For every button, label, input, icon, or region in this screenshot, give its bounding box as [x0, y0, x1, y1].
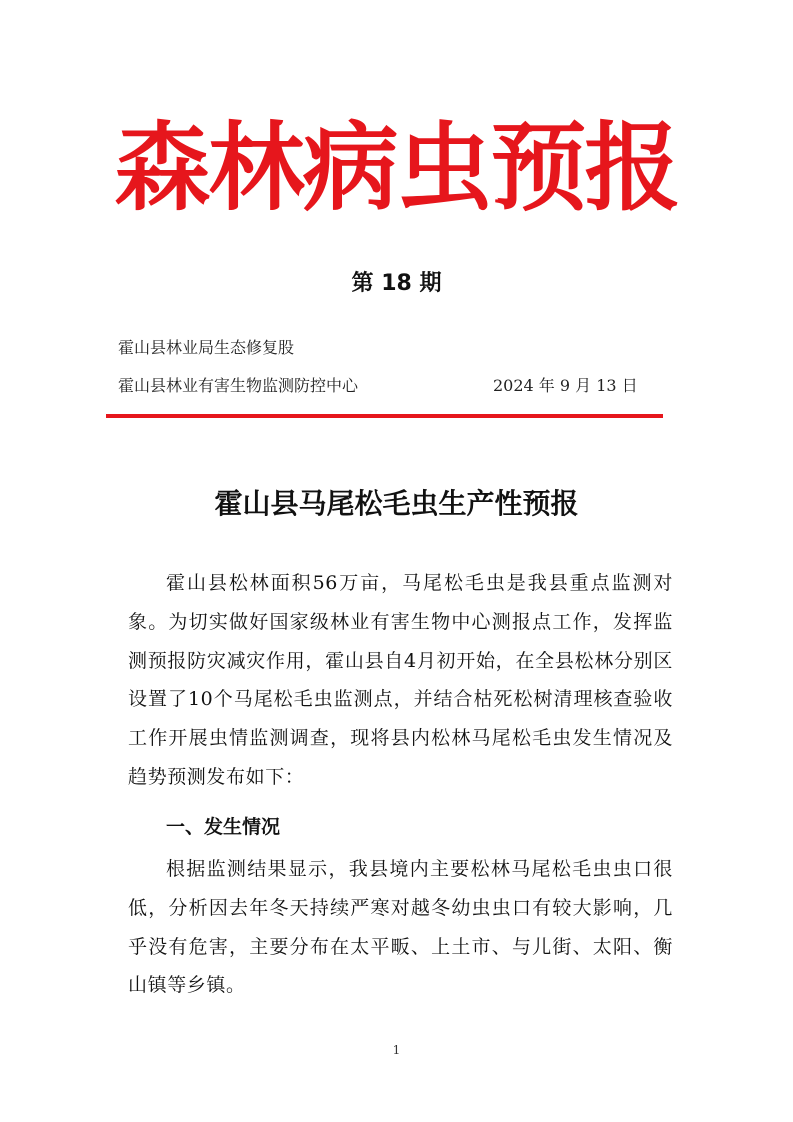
article-title: 霍山县马尾松毛虫生产性预报: [214, 487, 579, 520]
issuer-org-1: 霍山县林业局生态修复股: [118, 338, 295, 357]
red-divider-line: [106, 414, 663, 418]
issue-number: 第 18 期: [351, 271, 442, 296]
occurrence-paragraph: 根据监测结果显示，我县境内主要松林马尾松毛虫虫口很低，分析因去年冬天持续严寒对越冬幼虫虫口有较大影响，几乎没有危害，主要分布在太平畈、上土市、与儿街、太阳、衡山镇等乡镇。: [128, 858, 673, 997]
page-number: 1: [392, 1043, 401, 1057]
issue-date: 2024 年 9 月 13 日: [493, 376, 638, 395]
masthead-title: 森林病虫预报: [114, 112, 679, 224]
section-heading-occurrence: 一、发生情况: [166, 816, 281, 838]
intro-paragraph: 霍山县松林面积56万亩，马尾松毛虫是我县重点监测对象。为切实做好国家级林业有害生物中心测报点工作，发挥监测预报防灾减灾作用，霍山县自4月初开始，在全县松林分别区设置了10个马尾松毛虫监测点，并结合枯死松树清理核查验收工作开展虫情监测调查，现将县内松林马尾松毛虫发生情况及趋势预测发布如下：: [128, 572, 673, 788]
issuer-org-2: 霍山县林业有害生物监测防控中心: [118, 376, 359, 395]
